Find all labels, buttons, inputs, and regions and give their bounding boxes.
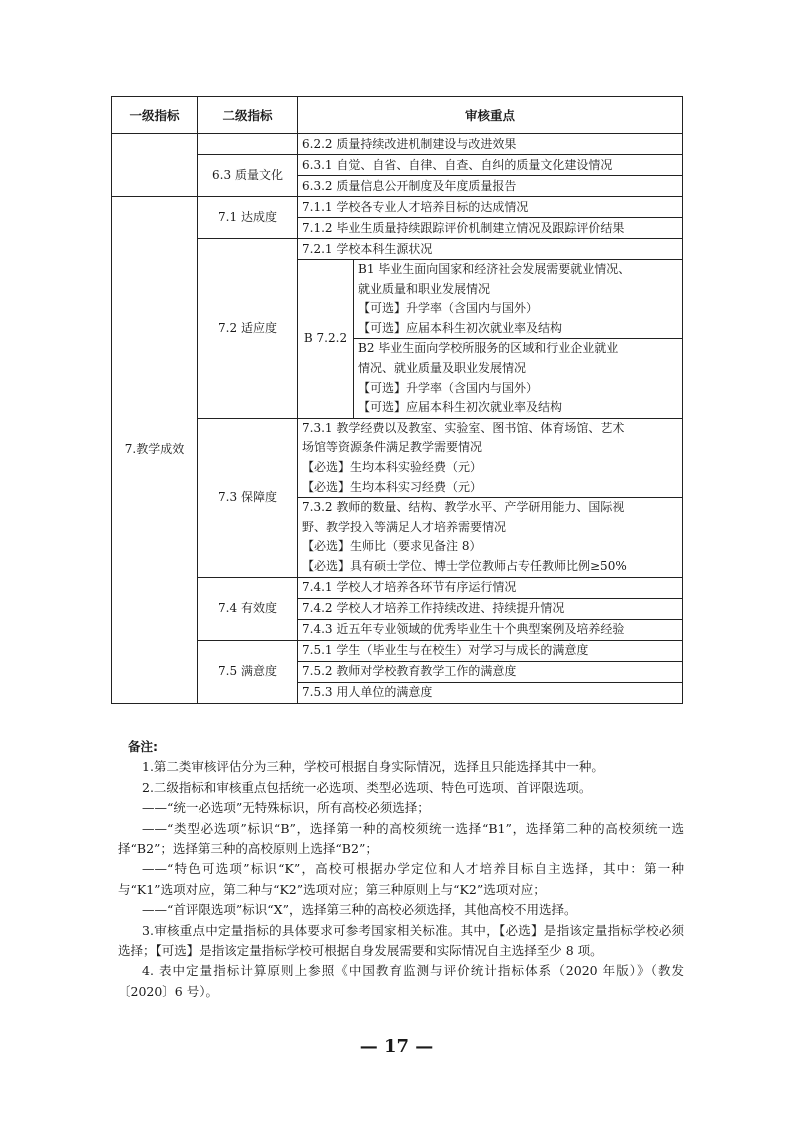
focus-7-5-3: 7.5.3 用人单位的满意度	[298, 682, 683, 703]
focus-b2-line: 情况、就业质量及职业发展情况	[358, 360, 527, 375]
page-number: — 17 —	[359, 1036, 434, 1057]
note-line: 3.审核重点中定量指标的具体要求可参考国家相关标准。其中，【必选】是指该定量指标学校必须选择；【可选】是指该定量指标学校可根据自身发展需要和实际情况自主选择至少 8 项。	[118, 922, 684, 959]
note-line: 2.二级指标和审核重点包括统一必选项、类型必选项、特色可选项、首评限选项。	[142, 779, 592, 795]
focus-7-4-2: 7.4.2 学校人才培养工作持续改进、持续提升情况	[298, 598, 683, 619]
focus-7-3-1-line: 场馆等资源条件满足教学需要情况	[302, 440, 483, 455]
focus-7-4-1: 7.4.1 学校人才培养各环节有序运行情况	[298, 577, 683, 598]
focus-b-7-2-2: B 7.2.2	[298, 260, 354, 419]
note-line: ——“特色可选项”标识“K”，高校可根据办学定位和人才培养目标自主选择，其中：第一种与“K1”选项对应，第二种与“K2”选项对应；第三种原则上与“K2”选项对应；	[118, 861, 684, 897]
level2-7-4: 7.4 有效度	[198, 577, 298, 640]
focus-b1-line: 就业质量和职业发展情况	[358, 281, 491, 296]
focus-7-1-1: 7.1.1 学校各专业人才培养目标的达成情况	[298, 197, 683, 218]
focus-b2-line: B2 毕业生面向学校所服务的区域和行业企业就业	[358, 341, 619, 356]
focus-b1-line: 【可选】应届本科生初次就业率及结构	[358, 320, 563, 335]
note-line: 1.第二类审核评估分为三种，学校可根据自身实际情况，选择且只能选择其中一种。	[142, 759, 604, 775]
focus-7-4-3: 7.4.3 近五年专业领域的优秀毕业生十个典型案例及培养经验	[298, 619, 683, 640]
note-line: ——“类型必选项”标识“B”，选择第一种的高校须统一选择“B1”，选择第二种的高校须统一选择“B2”；选择第三种的高校原则上选择“B2”；	[118, 820, 684, 857]
focus-7-1-2: 7.1.2 毕业生质量持续跟踪评价机制建立情况及跟踪评价结果	[298, 218, 683, 239]
note-line: ——“首评限选项”标识“X”，选择第三种的高校必须选择，其他高校不用选择。	[142, 902, 577, 918]
notes-section	[118, 737, 684, 1002]
focus-b1-cell	[354, 260, 683, 339]
level2-7-2: 7.2 适应度	[198, 239, 298, 419]
level1-empty-cell	[112, 134, 198, 197]
focus-7-3-1-line: 【必选】生均本科实习经费（元）	[302, 479, 483, 494]
focus-7-3-2-line: 【必选】具有硕士学位、博士学位教师占专任教师比例≥50%	[302, 558, 627, 573]
header-focus: 审核重点	[298, 97, 683, 134]
notes-title: 备注:	[128, 739, 158, 754]
focus-7-3-1-line: 【必选】生均本科实验经费（元）	[302, 459, 483, 474]
focus-7-3-2-line: 【必选】生师比（要求见备注 8）	[302, 539, 482, 554]
header-level2: 二级指标	[198, 97, 298, 134]
level2-7-5: 7.5 满意度	[198, 640, 298, 703]
focus-7-3-2-line: 野、教学投入等满足人才培养需要情况	[302, 519, 507, 534]
focus-7-5-2: 7.5.2 教师对学校教育教学工作的满意度	[298, 661, 683, 682]
header-row	[112, 97, 683, 134]
focus-b1-line: B1 毕业生面向国家和经济社会发展需要就业情况、	[358, 262, 631, 276]
focus-b2-cell	[354, 339, 683, 418]
focus-b2-line: 【可选】升学率（含国内与国外）	[358, 380, 539, 395]
focus-7-3-1	[298, 418, 683, 497]
indicator-table	[111, 96, 683, 704]
focus-6-3-2: 6.3.2 质量信息公开制度及年度质量报告	[298, 176, 683, 197]
level2-6-3: 6.3 质量文化	[198, 155, 298, 197]
level2-7-3: 7.3 保障度	[198, 418, 298, 577]
level2-7-1: 7.1 达成度	[198, 197, 298, 239]
focus-7-3-1-line: 7.3.1 教学经费以及教室、实验室、图书馆、体育场馆、艺术	[302, 420, 625, 435]
focus-b2-line: 【可选】应届本科生初次就业率及结构	[358, 400, 563, 415]
focus-6-3-1: 6.3.1 自觉、自省、自律、自查、自纠的质量文化建设情况	[298, 155, 683, 176]
level1-7: 7.教学成效	[112, 197, 198, 704]
note-line: 4. 表中定量指标计算原则上参照《中国教育监测与评价统计指标体系（2020 年版）》（教发〔2020〕6 号）。	[118, 963, 684, 999]
header-level1: 一级指标	[112, 97, 198, 134]
focus-7-5-1: 7.5.1 学生（毕业生与在校生）对学习与成长的满意度	[298, 640, 683, 661]
focus-6-2-2: 6.2.2 质量持续改进机制建设与改进效果	[298, 134, 683, 155]
focus-7-2-1: 7.2.1 学校本科生源状况	[298, 239, 683, 260]
focus-b1-line: 【可选】升学率（含国内与国外）	[358, 301, 539, 316]
level2-empty-cell	[198, 134, 298, 155]
focus-7-3-2-line: 7.3.2 教师的数量、结构、教学水平、产学研用能力、国际视	[302, 500, 625, 515]
note-line: ——“统一必选项”无特殊标识，所有高校必须选择；	[142, 800, 430, 816]
focus-7-3-2	[298, 498, 683, 577]
